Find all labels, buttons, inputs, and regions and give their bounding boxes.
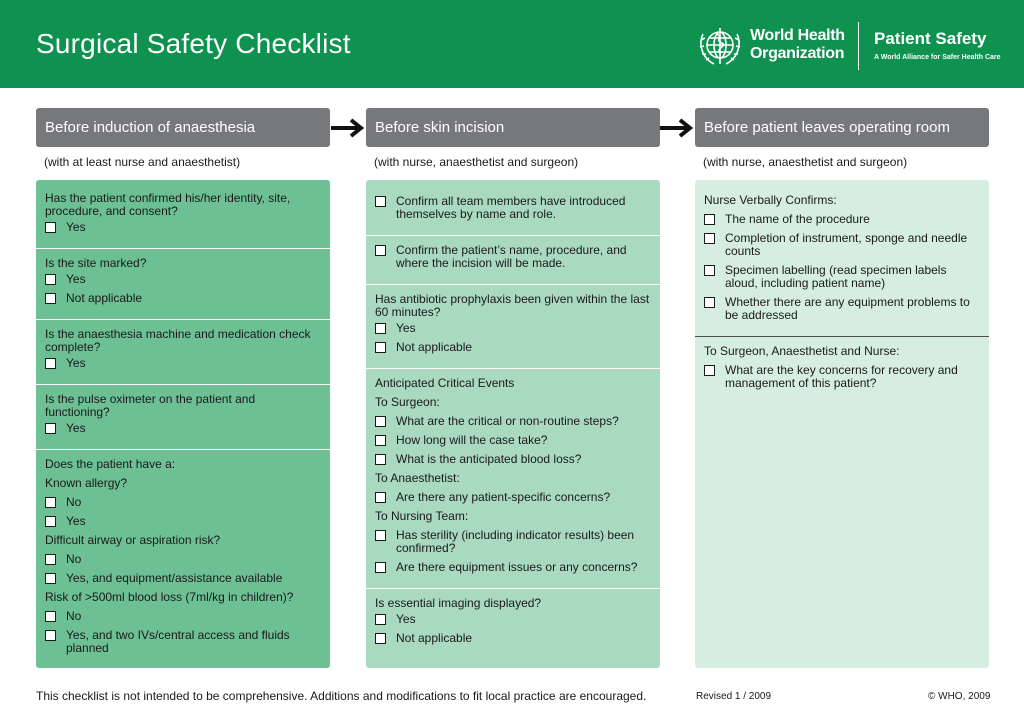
checklist-option[interactable]	[45, 515, 322, 528]
option-label: Completion of instrument, sponge and needle counts	[725, 231, 968, 258]
section-heading: Anticipated Critical Events	[375, 376, 515, 390]
checkbox[interactable]	[704, 233, 715, 244]
checklist-option[interactable]	[375, 415, 652, 428]
section-divider	[36, 449, 330, 450]
option-label: Not applicable	[66, 291, 143, 305]
checklist-option[interactable]	[375, 244, 652, 270]
option-label: Not applicable	[396, 631, 473, 645]
checklist-option[interactable]	[375, 322, 652, 335]
checklist-panel-sign-in	[36, 180, 330, 668]
option-label: Confirm the patient’s name, procedure, and where the incision will be made.	[396, 243, 627, 270]
column-header-sign-out: Before patient leaves operating room	[695, 108, 989, 147]
checklist-option[interactable]	[45, 273, 322, 286]
org-name: World Health Organization	[750, 27, 845, 62]
option-label: Yes	[66, 514, 86, 528]
checklist-option[interactable]	[704, 264, 981, 290]
checklist-option[interactable]	[704, 296, 981, 322]
checkbox[interactable]	[375, 196, 386, 207]
checkbox[interactable]	[704, 365, 715, 376]
checklist-option[interactable]	[45, 553, 322, 566]
checkbox[interactable]	[375, 530, 386, 541]
column-subtitle: (with nurse, anaesthetist and surgeon)	[703, 155, 908, 169]
checkbox[interactable]	[704, 214, 715, 225]
checkbox[interactable]	[704, 265, 715, 276]
checklist-option[interactable]	[45, 629, 322, 655]
section-heading: Nurse Verbally Confirms:	[704, 193, 837, 207]
option-label: Yes	[66, 356, 86, 370]
option-label: Are there any patient-specific concerns?	[396, 490, 611, 504]
checkbox[interactable]	[45, 573, 56, 584]
checklist-option[interactable]	[704, 213, 981, 226]
header-banner	[0, 0, 1024, 88]
section-heading: To Surgeon, Anaesthetist and Nurse:	[704, 344, 900, 358]
option-label: Yes, and equipment/assistance available	[66, 571, 283, 585]
section-heading: To Nursing Team:	[375, 509, 469, 523]
checklist-option[interactable]	[45, 496, 322, 509]
checklist-option[interactable]	[375, 561, 652, 574]
option-label: Yes, and two IVs/central access and fluids planned	[66, 628, 290, 655]
option-label: Not applicable	[396, 340, 473, 354]
checkbox[interactable]	[375, 492, 386, 503]
option-label: What are the key concerns for recovery and management of this patient?	[725, 363, 958, 390]
section-heading: To Surgeon:	[375, 395, 440, 409]
checklist-question: Is the site marked?	[45, 256, 147, 270]
checklist-panel-sign-out	[695, 180, 989, 668]
checklist-option[interactable]	[45, 292, 322, 305]
checklist-section	[36, 393, 330, 447]
checkbox[interactable]	[45, 358, 56, 369]
checklist-option[interactable]	[375, 529, 652, 555]
section-heading: To Anaesthetist:	[375, 471, 460, 485]
option-label: No	[66, 552, 82, 566]
option-label: Confirm all team members have introduced themselves by name and role.	[396, 194, 626, 221]
checkbox[interactable]	[375, 614, 386, 625]
section-heading: Risk of >500ml blood loss (7ml/kg in children)?	[45, 590, 294, 604]
program-subtitle: A World Alliance for Safer Health Care	[874, 54, 1001, 61]
checkbox[interactable]	[45, 554, 56, 565]
section-heading: Known allergy?	[45, 476, 128, 490]
copyright: © WHO, 2009	[928, 691, 991, 702]
checklist-section	[366, 244, 660, 282]
section-divider	[366, 588, 660, 589]
option-label: Are there equipment issues or any concerns?	[396, 560, 638, 574]
option-label: Yes	[66, 421, 86, 435]
checkbox[interactable]	[45, 516, 56, 527]
checklist-question: Has antibiotic prophylaxis been given within the last 60 minutes?	[375, 292, 650, 319]
footer-disclaimer: This checklist is not intended to be comprehensive. Additions and modifications to fit local practice are encouraged.	[36, 689, 647, 703]
checkbox[interactable]	[375, 435, 386, 446]
checklist-section	[36, 328, 330, 382]
who-emblem-icon	[694, 22, 746, 70]
checklist-option[interactable]	[704, 232, 981, 258]
checklist-section	[366, 195, 660, 233]
checklist-option[interactable]	[375, 453, 652, 466]
checklist-option[interactable]	[45, 422, 322, 435]
column-subtitle: (with nurse, anaesthetist and surgeon)	[374, 155, 579, 169]
section-divider	[366, 368, 660, 369]
option-label: Yes	[396, 612, 416, 626]
checklist-option[interactable]	[45, 610, 322, 623]
checklist-section	[36, 458, 330, 667]
option-label: How long will the case take?	[396, 433, 548, 447]
option-label: No	[66, 609, 82, 623]
page-title: Surgical Safety Checklist	[36, 28, 351, 59]
section-divider	[36, 248, 330, 249]
option-label: Specimen labelling (read specimen labels aloud, including patient name)	[725, 263, 947, 290]
revision-label: Revised 1 / 2009	[696, 691, 772, 702]
checkbox[interactable]	[45, 497, 56, 508]
section-divider	[695, 336, 989, 337]
checklist-panel-time-out	[366, 180, 660, 668]
section-divider	[36, 384, 330, 385]
option-label: No	[66, 495, 82, 509]
option-label: Yes	[66, 272, 86, 286]
checkbox[interactable]	[375, 633, 386, 644]
checklist-option[interactable]	[704, 364, 981, 390]
checklist-section	[36, 257, 330, 317]
option-label: Yes	[66, 220, 86, 234]
checklist-option[interactable]	[375, 632, 652, 645]
column-header-sign-in: Before induction of anaesthesia	[36, 108, 330, 147]
section-heading: Difficult airway or aspiration risk?	[45, 533, 221, 547]
checklist-section	[695, 194, 989, 334]
checkbox[interactable]	[45, 611, 56, 622]
checklist-question: Is essential imaging displayed?	[375, 596, 542, 610]
column-header-time-out: Before skin incision	[366, 108, 660, 147]
option-label: The name of the procedure	[725, 212, 870, 226]
checkbox[interactable]	[45, 630, 56, 641]
option-label: Has sterility (including indicator results) been confirmed?	[396, 528, 635, 555]
checklist-section	[366, 597, 660, 657]
checklist-option[interactable]	[375, 613, 652, 626]
checklist-option[interactable]	[45, 357, 322, 370]
checkbox[interactable]	[375, 245, 386, 256]
checkbox[interactable]	[375, 323, 386, 334]
option-label: Yes	[396, 321, 416, 335]
checkbox[interactable]	[704, 297, 715, 308]
program-title: Patient Safety	[874, 29, 987, 48]
checklist-option[interactable]	[375, 341, 652, 354]
checklist-option[interactable]	[375, 434, 652, 447]
checklist-section	[695, 345, 989, 402]
section-divider	[366, 235, 660, 236]
checkbox[interactable]	[375, 562, 386, 573]
section-divider	[36, 319, 330, 320]
checklist-option[interactable]	[375, 195, 652, 221]
checklist-section	[366, 293, 660, 366]
checklist-question: Is the anaesthesia machine and medication check complete?	[45, 327, 311, 354]
checkbox[interactable]	[45, 222, 56, 233]
checklist-option[interactable]	[45, 572, 322, 585]
checklist-option[interactable]	[375, 491, 652, 504]
checklist-section	[36, 192, 330, 246]
checkbox[interactable]	[375, 416, 386, 427]
arrow-right-icon	[660, 118, 694, 138]
checkbox[interactable]	[45, 423, 56, 434]
option-label: What is the anticipated blood loss?	[396, 452, 582, 466]
checkbox[interactable]	[375, 342, 386, 353]
section-heading: Does the patient have a:	[45, 457, 176, 471]
option-label: Whether there are any equipment problems to be addressed	[725, 295, 970, 322]
checklist-question: Has the patient confirmed his/her identity, site, procedure, and consent?	[45, 191, 291, 218]
option-label: What are the critical or non-routine steps?	[396, 414, 619, 428]
checklist-section	[366, 377, 660, 586]
checkbox[interactable]	[45, 274, 56, 285]
checklist-option[interactable]	[45, 221, 322, 234]
arrow-right-icon	[331, 118, 365, 138]
header-separator	[858, 22, 859, 70]
section-divider	[366, 284, 660, 285]
checklist-question: Is the pulse oximeter on the patient and functioning?	[45, 392, 256, 419]
checkbox[interactable]	[375, 454, 386, 465]
column-subtitle: (with at least nurse and anaesthetist)	[44, 155, 241, 169]
checkbox[interactable]	[45, 293, 56, 304]
